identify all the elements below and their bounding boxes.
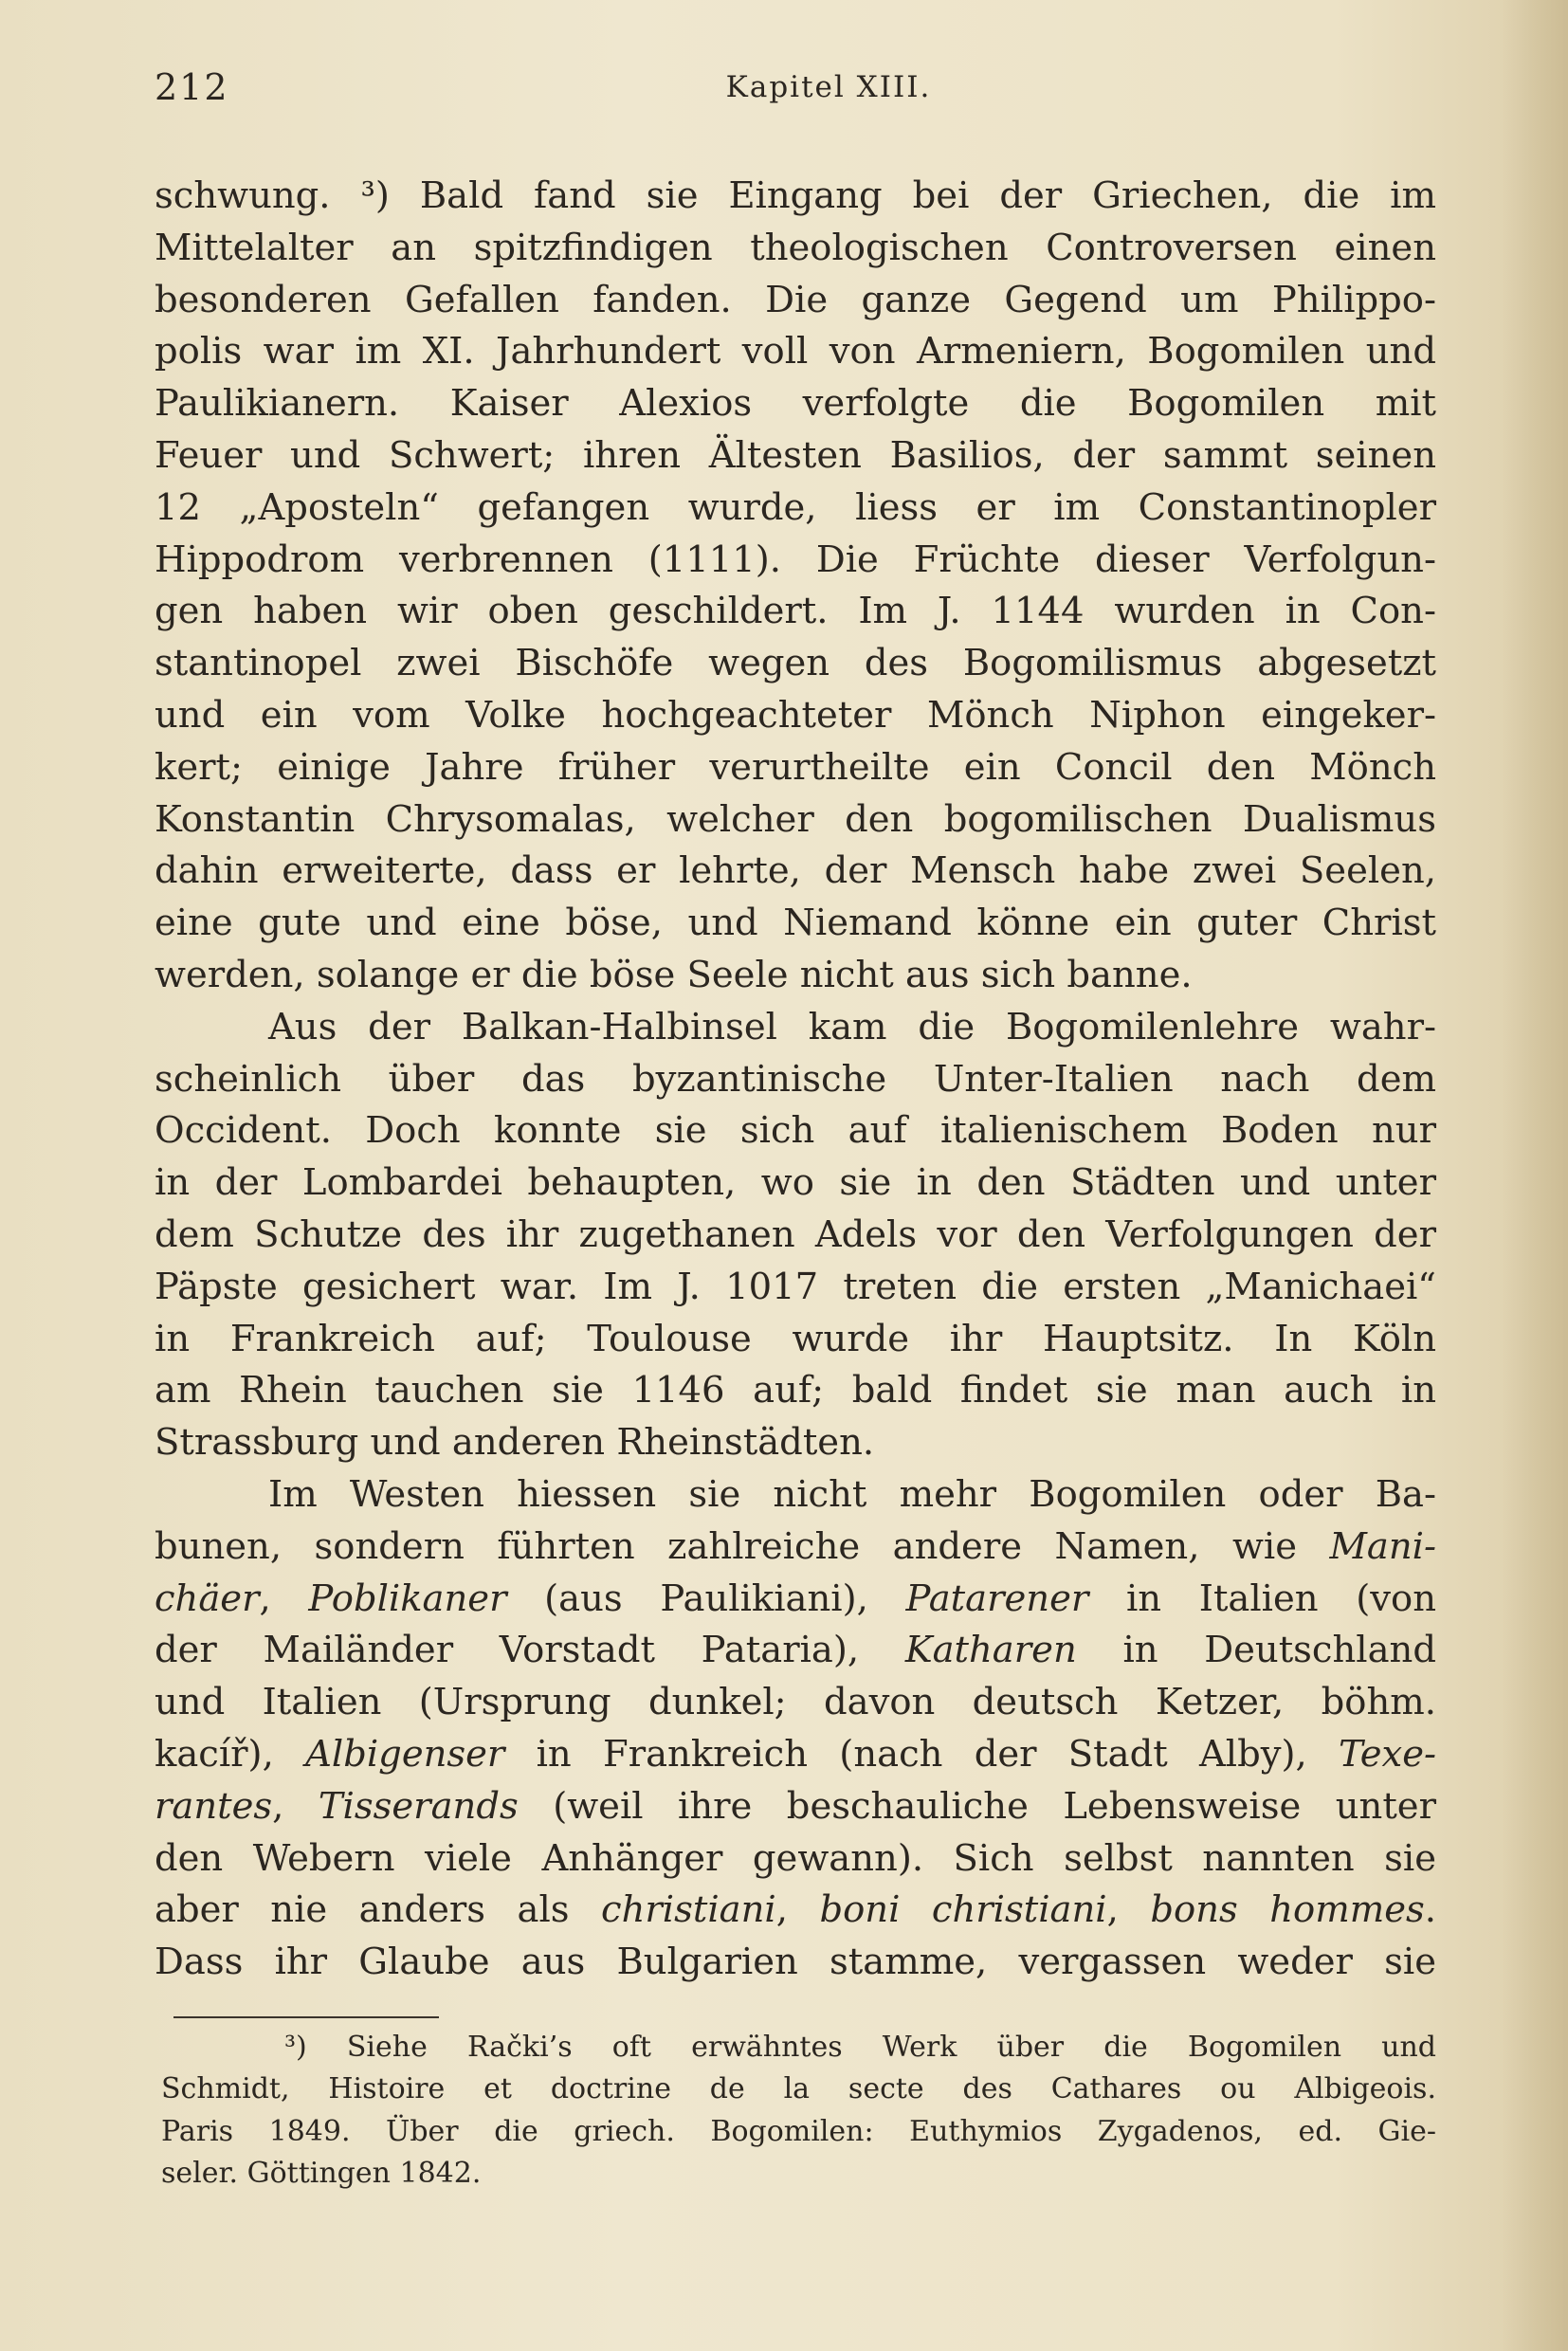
text-run: der Mailänder Vorstadt Pataria), — [155, 1629, 905, 1672]
text-line: polis war im XI. Jahrhundert voll von Armeniern, Bogomilen und — [155, 330, 1436, 374]
page-number: 212 — [155, 66, 229, 108]
text-line: Paulikianern. Kaiser Alexios verfolgte die Bogomilen mit — [155, 382, 1436, 426]
text-run: in Deutschland — [1076, 1629, 1436, 1672]
text-line: Feuer und Schwert; ihren Ältesten Basilios, der sammt seinen — [155, 433, 1436, 477]
text-line: den Webern viele Anhänger gewann). Sich selbst nannten sie — [155, 1836, 1436, 1880]
text-line: gen haben wir oben geschildert. Im J. 1144 wurden in Con- — [155, 590, 1436, 633]
text-line: Mittelalter an spitzfindigen theologischen Controversen einen — [155, 226, 1436, 269]
footnote-line: ³) Siehe Rački’s oft erwähntes Werk über die Bogomilen und — [284, 2031, 1436, 2064]
page-header — [155, 66, 1436, 123]
text-line: werden, solange er die böse Seele nicht aus sich banne. — [155, 953, 1193, 996]
text-run: (aus Paulikiani), — [506, 1576, 906, 1620]
footnote-line: Schmidt, Histoire et doctrine de la secte des Cathares ou Albigeois. — [161, 2072, 1436, 2106]
text-run: , — [272, 1784, 319, 1828]
text-run: . — [1424, 1888, 1437, 1932]
text-line: Occident. Doch konnte sie sich auf italienischem Boden nur — [155, 1109, 1436, 1153]
text-run: kacíř), — [155, 1732, 306, 1776]
italic-term: Katharen — [904, 1629, 1077, 1672]
italic-term: Mani- — [1329, 1524, 1436, 1568]
text-run: , — [1106, 1888, 1151, 1932]
text-run: in Frankreich (nach der Stadt Alby), — [504, 1732, 1340, 1776]
text-line — [155, 1729, 1436, 1781]
italic-term: Texe- — [1339, 1732, 1436, 1776]
text-line: schwung. ³) Bald fand sie Eingang bei der Griechen, die im — [155, 174, 1436, 217]
text-line: Aus der Balkan-Halbinsel kam die Bogomilenlehre wahr- — [268, 1005, 1436, 1048]
footnote-line: seler. Göttingen 1842. — [161, 2156, 482, 2190]
text-line: scheinlich über das byzantinische Unter-Italien nach dem — [155, 1057, 1436, 1101]
text-line: besonderen Gefallen fanden. Die ganze Gegend um Philippo- — [155, 278, 1436, 321]
text-run: in Italien (von — [1088, 1576, 1436, 1620]
text-line: in Frankreich auf; Toulouse wurde ihr Hauptsitz. In Köln — [155, 1317, 1436, 1360]
text-line: und Italien (Ursprung dunkel; davon deutsch Ketzer, böhm. — [155, 1681, 1436, 1724]
text-line: Hippodrom verbrennen (1111). Die Früchte dieser Verfolgun- — [155, 538, 1436, 581]
text-line: und ein vom Volke hochgeachteter Mönch Niphon eingeker- — [155, 693, 1436, 737]
italic-term: bons hommes — [1150, 1888, 1425, 1932]
text-line: Päpste gesichert war. Im J. 1017 treten die ersten „Manichaei“ — [155, 1265, 1436, 1308]
body-text — [155, 171, 1436, 1989]
text-run: , — [775, 1888, 820, 1932]
italic-term: boni christiani — [819, 1888, 1107, 1932]
italic-term: christiani — [601, 1888, 776, 1932]
text-line — [155, 1574, 1436, 1626]
text-line — [155, 1885, 1436, 1937]
text-line — [155, 1781, 1436, 1833]
text-line: 12 „Aposteln“ gefangen wurde, liess er im Constantinopler — [155, 485, 1436, 529]
footnote-rule — [173, 2016, 439, 2018]
text-line: Im Westen hiessen sie nicht mehr Bogomilen oder Ba- — [268, 1472, 1436, 1516]
text-line: dem Schutze des ihr zugethanen Adels vor den Verfolgungen der — [155, 1212, 1436, 1256]
text-line: stantinopel zwei Bischöfe wegen des Bogomilismus abgesetzt — [155, 642, 1436, 685]
text-run: (weil ihre beschauliche Lebensweise unter — [518, 1784, 1436, 1828]
italic-term: Albigenser — [305, 1732, 505, 1776]
italic-term: rantes — [155, 1784, 273, 1828]
text-line: in der Lombardei behaupten, wo sie in den Städten und unter — [155, 1161, 1436, 1205]
text-line: kert; einige Jahre früher verurtheilte ein Concil den Mönch — [155, 745, 1436, 789]
text-line — [155, 1625, 1436, 1677]
footnote-line: Paris 1849. Über die griech. Bogomilen: Euthymios Zygadenos, ed. Gie- — [161, 2114, 1436, 2148]
italic-term: chäer — [155, 1576, 260, 1620]
text-line: eine gute und eine böse, und Niemand könne ein guter Christ — [155, 902, 1436, 945]
text-line — [155, 1522, 1436, 1574]
text-run: bunen, sondern führten zahlreiche andere Namen, wie — [155, 1524, 1330, 1568]
italic-term: Tisserands — [318, 1784, 519, 1828]
italic-term: Poblikaner — [308, 1576, 507, 1620]
footnotes — [161, 2027, 1436, 2195]
text-run: , — [259, 1576, 309, 1620]
text-line: Dass ihr Glaube aus Bulgarien stamme, vergassen weder sie — [155, 1941, 1436, 1984]
text-line: Strassburg und anderen Rheinstädten. — [155, 1421, 875, 1465]
text-line: Konstantin Chrysomalas, welcher den bogomilischen Dualismus — [155, 797, 1436, 841]
text-line: dahin erweiterte, dass er lehrte, der Mensch habe zwei Seelen, — [155, 849, 1436, 893]
page-edge-shadow — [1502, 0, 1568, 2351]
italic-term: Patarener — [905, 1576, 1089, 1620]
text-line: am Rhein tauchen sie 1146 auf; bald findet sie man auch in — [155, 1369, 1436, 1412]
text-run: aber nie anders als — [155, 1888, 602, 1932]
running-head: Kapitel XIII. — [725, 70, 932, 104]
